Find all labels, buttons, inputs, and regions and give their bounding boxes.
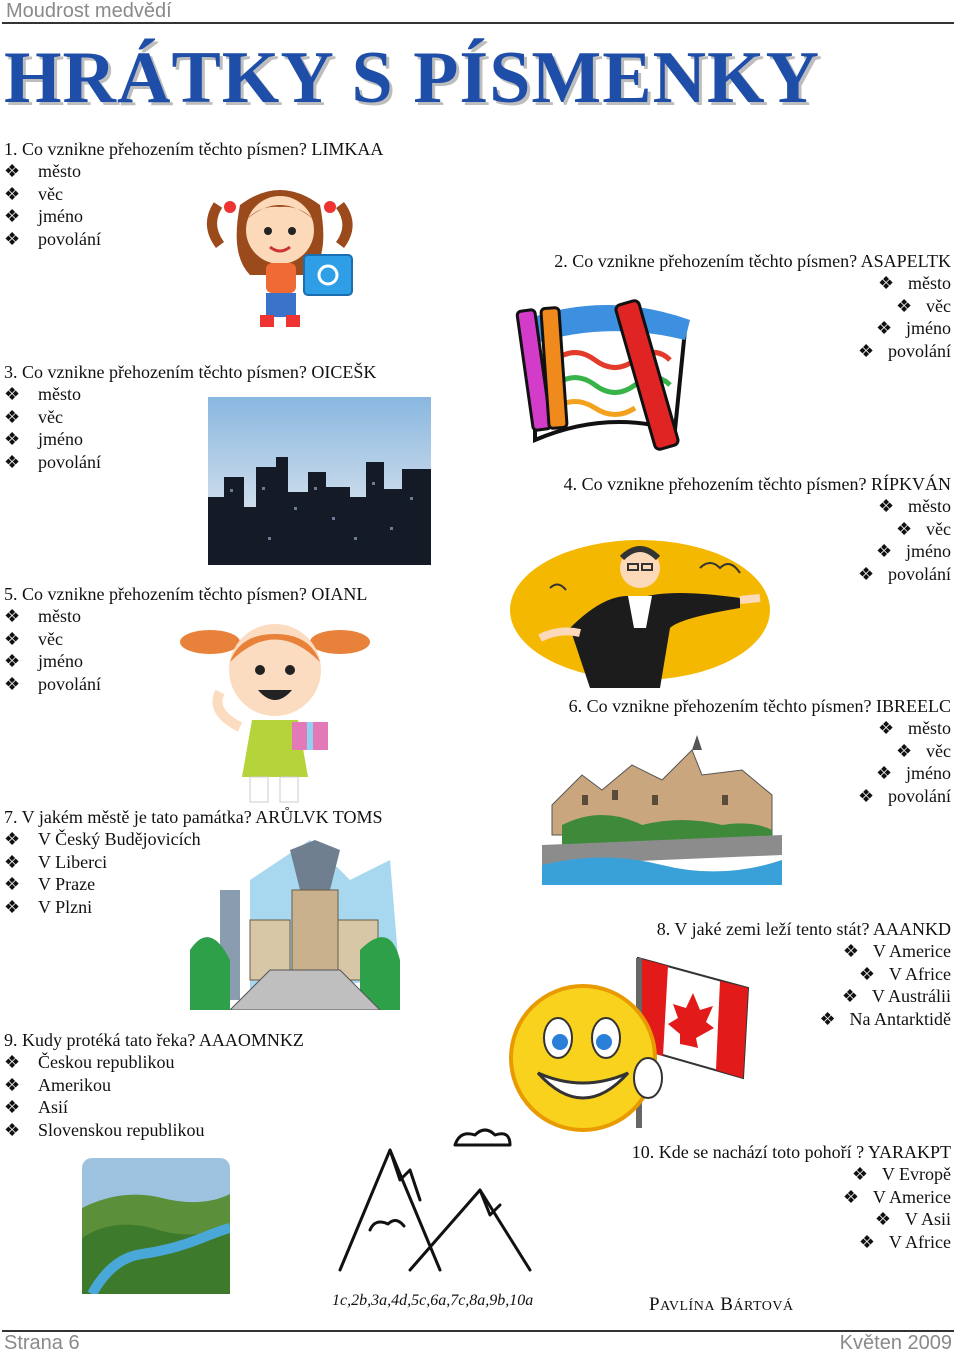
question-text: 2. Co vznikne přehozením těchto písmen? ASAPELTK xyxy=(554,251,951,271)
option: ❖ Na Antarktidě xyxy=(819,1008,951,1029)
bullet-icon: ❖ xyxy=(851,1164,868,1185)
option: ❖ jméno xyxy=(4,429,83,450)
smiley-canada-flag-illustration xyxy=(508,948,768,1148)
markers-paper-illustration xyxy=(515,290,695,460)
bullet-icon: ❖ xyxy=(876,541,893,562)
town-river-illustration xyxy=(542,735,782,885)
bullet-icon: ❖ xyxy=(4,874,21,895)
bullet-icon: ❖ xyxy=(878,273,895,294)
answer-key: 1c,2b,3a,4d,5c,6a,7c,8a,9b,10a xyxy=(332,1292,534,1309)
option: ❖ jméno xyxy=(4,206,83,227)
city-skyline-illustration xyxy=(208,397,431,565)
bullet-icon: ❖ xyxy=(4,1119,21,1140)
option: ❖ město xyxy=(878,718,951,739)
option: ❖ město xyxy=(4,384,81,405)
footer-rule xyxy=(2,1330,954,1332)
bullet-icon: ❖ xyxy=(878,496,895,517)
option: ❖ povolání xyxy=(4,228,101,249)
bullet-icon: ❖ xyxy=(4,896,21,917)
header-rule xyxy=(2,22,954,24)
option: ❖ V Liberci xyxy=(4,851,108,872)
option: ❖ V Praze xyxy=(4,874,96,895)
bullet-icon: ❖ xyxy=(4,183,21,204)
option: ❖ V Africe xyxy=(858,1231,951,1252)
question-text: 8. V jaké zemi leží tento stát? AAANKD xyxy=(656,919,951,939)
question-text: 4. Co vznikne přehozením těchto písmen? RÍPKVÁN xyxy=(563,474,951,494)
option: ❖ město xyxy=(878,273,951,294)
bullet-icon: ❖ xyxy=(819,1008,836,1029)
footer-date: Květen 2009 xyxy=(839,1332,952,1354)
question-text: 1. Co vznikne přehozením těchto písmen? LIMKAA xyxy=(4,139,384,159)
option: ❖ Amerikou xyxy=(4,1074,111,1095)
bullet-icon: ❖ xyxy=(4,673,21,694)
bullet-icon: ❖ xyxy=(876,763,893,784)
author-initial: P xyxy=(649,1294,661,1315)
option: ❖ Slovenskou republikou xyxy=(4,1119,205,1140)
option: ❖ povolání xyxy=(858,563,951,584)
option: ❖ věc xyxy=(4,183,63,204)
question-text: 10. Kde se nachází toto pohoří ? YARAKPT xyxy=(631,1142,951,1162)
author-initial: B xyxy=(720,1294,734,1315)
question-text: 9. Kudy protéká tato řeka? AAAOMNKZ xyxy=(4,1030,304,1050)
bullet-icon: ❖ xyxy=(4,429,21,450)
option: ❖ povolání xyxy=(4,451,101,472)
footer-page-number: Strana 6 xyxy=(4,1332,80,1354)
bullet-icon: ❖ xyxy=(4,451,21,472)
option: ❖ jméno xyxy=(876,318,951,339)
option: ❖ jméno xyxy=(876,541,951,562)
option: ❖ V Plzni xyxy=(4,896,93,917)
river-landscape-illustration xyxy=(82,1158,230,1294)
option: ❖ věc xyxy=(896,518,951,539)
running-header: Moudrost medvědí xyxy=(6,0,172,22)
question-text: 6. Co vznikne přehozením těchto písmen? IBREELC xyxy=(568,696,951,716)
option: ❖ město xyxy=(878,496,951,517)
option: ❖ věc xyxy=(4,628,63,649)
bullet-icon: ❖ xyxy=(858,785,875,806)
option: ❖ město xyxy=(4,161,81,182)
question-9 xyxy=(4,1029,304,1141)
bullet-icon: ❖ xyxy=(874,1209,891,1230)
bullet-icon: ❖ xyxy=(858,963,875,984)
bullet-icon: ❖ xyxy=(4,851,21,872)
bullet-icon: ❖ xyxy=(896,295,913,316)
girl-recycling-illustration xyxy=(200,165,360,335)
bullet-icon: ❖ xyxy=(4,651,21,672)
question-10 xyxy=(632,1141,951,1253)
bullet-icon: ❖ xyxy=(842,941,859,962)
question-text: 5. Co vznikne přehozením těchto písmen? OIANL xyxy=(4,584,368,604)
bullet-icon: ❖ xyxy=(896,518,913,539)
options-list xyxy=(632,1163,951,1253)
option: ❖ věc xyxy=(896,295,951,316)
question-text: 7. V jakém městě je tato památka? ARŮLVK TOMS xyxy=(4,807,383,827)
bullet-icon: ❖ xyxy=(878,718,895,739)
page-title: HRÁTKY S PÍSMENKY xyxy=(4,37,821,119)
option: ❖ jméno xyxy=(4,651,83,672)
bullet-icon: ❖ xyxy=(4,406,21,427)
option: ❖ V Austrálii xyxy=(841,986,951,1007)
bullet-icon: ❖ xyxy=(841,986,858,1007)
option: ❖ V Americe xyxy=(842,1186,951,1207)
bullet-icon: ❖ xyxy=(4,228,21,249)
lawyer-illustration xyxy=(510,528,770,688)
bullet-icon: ❖ xyxy=(876,318,893,339)
option: ❖ V Americe xyxy=(842,941,951,962)
option: ❖ V Asii xyxy=(874,1209,951,1230)
option: ❖ povolání xyxy=(858,785,951,806)
bullet-icon: ❖ xyxy=(896,740,913,761)
bullet-icon: ❖ xyxy=(858,1231,875,1252)
author-last-rest: ÁRTOVÁ xyxy=(733,1299,794,1314)
option: ❖ jméno xyxy=(876,763,951,784)
option: ❖ město xyxy=(4,606,81,627)
bullet-icon: ❖ xyxy=(4,606,21,627)
bullet-icon: ❖ xyxy=(4,1074,21,1095)
option: ❖ V Africe xyxy=(858,963,951,984)
bullet-icon: ❖ xyxy=(4,628,21,649)
option: ❖ V Český Budějovicích xyxy=(4,829,201,850)
bullet-icon: ❖ xyxy=(4,206,21,227)
bullet-icon: ❖ xyxy=(842,1186,859,1207)
author-name xyxy=(649,1294,794,1316)
option: ❖ věc xyxy=(896,740,951,761)
bullet-icon: ❖ xyxy=(4,1052,21,1073)
prague-bridge-illustration xyxy=(190,840,400,1010)
option: ❖ Českou republikou xyxy=(4,1052,175,1073)
bullet-icon: ❖ xyxy=(858,340,875,361)
girl-gift-illustration xyxy=(180,612,370,812)
bullet-icon: ❖ xyxy=(4,161,21,182)
author-first-rest: AVLÍNA xyxy=(660,1299,715,1314)
option: ❖ věc xyxy=(4,406,63,427)
option: ❖ V Evropě xyxy=(851,1164,951,1185)
bullet-icon: ❖ xyxy=(858,563,875,584)
bullet-icon: ❖ xyxy=(4,829,21,850)
question-text: 3. Co vznikne přehozením těchto písmen? OICEŠK xyxy=(4,362,377,382)
option: ❖ Asií xyxy=(4,1097,69,1118)
option: ❖ povolání xyxy=(858,340,951,361)
option: ❖ povolání xyxy=(4,673,101,694)
options-list xyxy=(4,1051,304,1141)
bullet-icon: ❖ xyxy=(4,1097,21,1118)
bullet-icon: ❖ xyxy=(4,384,21,405)
